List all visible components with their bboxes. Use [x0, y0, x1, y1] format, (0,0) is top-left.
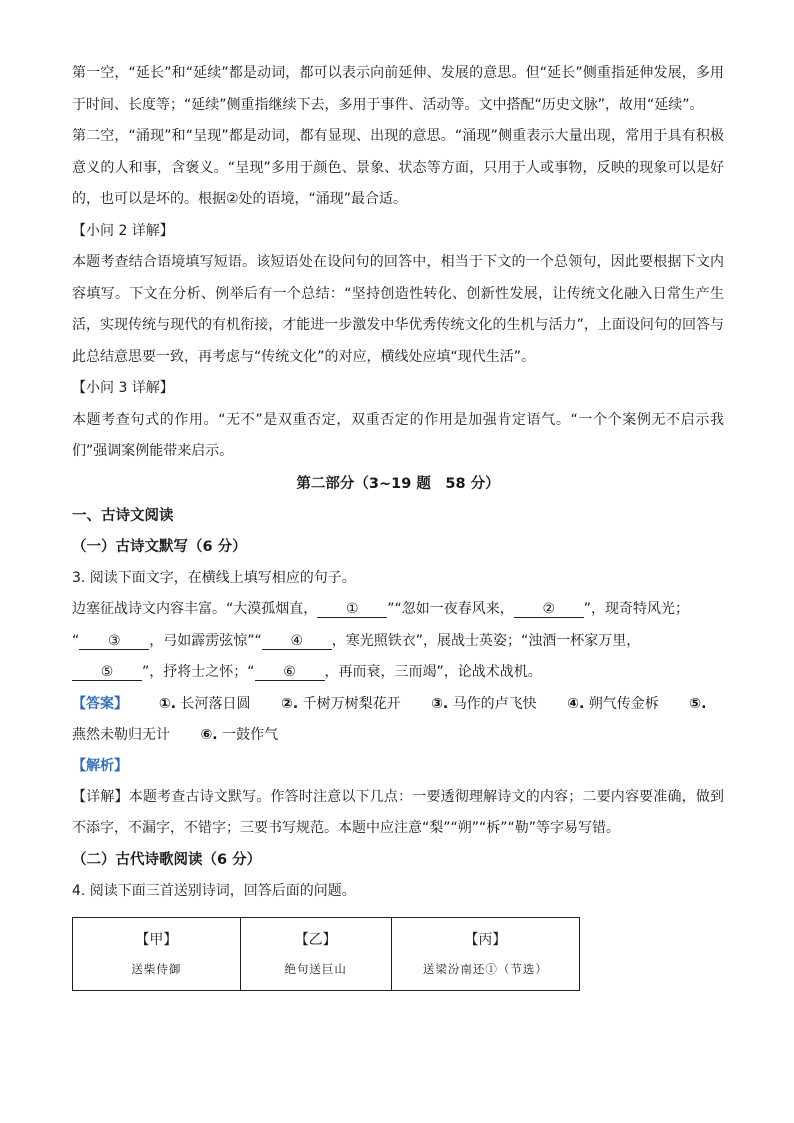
answer-row-2: [72, 720, 724, 751]
section-1-sub-1-title: （一）古诗文默写（6 分）: [72, 538, 247, 555]
answer-item: ④. 朔气传金柝: [567, 695, 659, 712]
question-4-stem: 4. 阅读下面三首送别诗词，回答后面的问题。: [72, 882, 356, 899]
question-3-text: [72, 594, 724, 689]
sub-question-2-text: 本题考查结合语境填写短语。该短语处在设问句的回答中，相当于下文的一个总领句，因此要根据下文内容填写。下文在分析、例举后有一个总结：“坚持创造性转化、创新性发展，让传统文化融入日常生产生活，实现传统与现代的有机衔接，才能进一步激发中华优秀传统文化的生机与活力”，上面设问句的回答与此总结意思要一致，再考虑与“传统文化”的对应，横线处应填“现代生活”。: [72, 254, 724, 365]
q3-text-part: ”，现奇特风光；: [583, 601, 690, 617]
poem-title: 送柴侍御: [131, 962, 182, 976]
q3-text-part: ”“忽如一夜春风来，: [387, 601, 514, 617]
sub-question-2-heading: 【小问 2 详解】: [72, 222, 174, 239]
answer-item: ①. 长河落日圆: [158, 695, 251, 712]
answer-label: 【答案】: [72, 695, 128, 712]
poems-row: [73, 918, 580, 991]
section-1-sub-2-title: （二）古代诗歌阅读（6 分）: [72, 851, 262, 868]
answer-item: ⑥. 一鼓作气: [200, 726, 279, 743]
sub-question-3-text: 本题考查句式的作用。“无不”是双重否定，双重否定的作用是加强肯定语气。“一个个案例无不启示我们”强调案例能带来启示。: [72, 411, 724, 459]
poems-table: [72, 917, 580, 991]
answer-row-1: [72, 689, 724, 720]
q3-text-part: ，寒光照铁衣”，展战士英姿；“浊酒一杯家万里，: [331, 632, 641, 649]
detail-label: 【详解】: [72, 788, 129, 805]
answer-item: ②. 千树万树梨花开: [280, 695, 401, 712]
q3-text-part: “: [72, 632, 80, 649]
detail-paragraph: [72, 782, 724, 845]
poem-title: 绝句送巨山: [284, 962, 347, 976]
paragraph-second-blank: 第二空，“涌现”和“呈现”都是动词，都有显现、出现的意思。“涌现”侧重表示大量出现，常用于具有积极意义的人和事，含褒义。“呈现”多用于颜色、景象、状态等方面，只用于人或事物，反映的现象可以是好的，也可以是坏的。根据②处的语境，“涌现”最合适。: [72, 128, 724, 207]
poem-cell-yi: [240, 918, 391, 991]
poem-label: 【丙】: [464, 932, 507, 948]
blank-4: ④: [262, 633, 332, 650]
poem-title: 送梁汾南还①（节选）: [422, 962, 548, 976]
poem-cell-bing: [391, 918, 579, 991]
question-3-stem: 3. 阅读下面文字，在横线上填写相应的句子。: [72, 569, 356, 586]
blank-3: ③: [79, 633, 149, 650]
blank-1: ①: [317, 601, 387, 618]
analysis-label-row: [72, 751, 724, 782]
blank-6: ⑥: [255, 664, 325, 681]
document-page: [72, 58, 724, 991]
q3-text-part: ”，抒将士之怀；“: [142, 664, 255, 680]
blank-5: ⑤: [72, 664, 142, 681]
q3-text-part: 边塞征战诗文内容丰富。“大漠孤烟直，: [72, 601, 318, 617]
detail-text: 本题考查古诗文默写。作答时注意以下几点：一要透彻理解诗文的内容；二要内容要准确，做到不添字，不漏字，不错字；三要书写规范。本题中应注意“梨”“朔”“柝”“勒”等字易写错。: [72, 788, 725, 836]
answer-item: ⑤.: [689, 695, 707, 712]
paragraph-first-blank: 第一空，“延长”和“延续”都是动词，都可以表示向前延伸、发展的意思。但“延长”侧重指延伸发展，多用于时间、长度等；“延续”侧重指继续下去，多用于事件、活动等。文中搭配“历史文脉”，故用“延续”。: [72, 65, 724, 113]
blank-2: ②: [514, 601, 584, 618]
q3-text-part: ，弓如霹雳弦惊”“: [149, 632, 262, 649]
analysis-label: 【解析】: [72, 757, 128, 774]
answer-item: ③. 马作的卢飞快: [431, 695, 537, 712]
poem-label: 【乙】: [294, 932, 337, 948]
poem-label: 【甲】: [135, 932, 178, 948]
part-2-title: 第二部分（3~19 题 58 分）: [296, 475, 500, 492]
sub-question-3-heading: 【小问 3 详解】: [72, 380, 174, 396]
q3-text-part: ，再而衰，三而竭”，论战术战机。: [324, 664, 542, 680]
answer-item: 燕然未勒归无计: [72, 726, 170, 743]
poem-cell-jia: [73, 918, 241, 991]
section-1-title: 一、古诗文阅读: [72, 507, 174, 524]
